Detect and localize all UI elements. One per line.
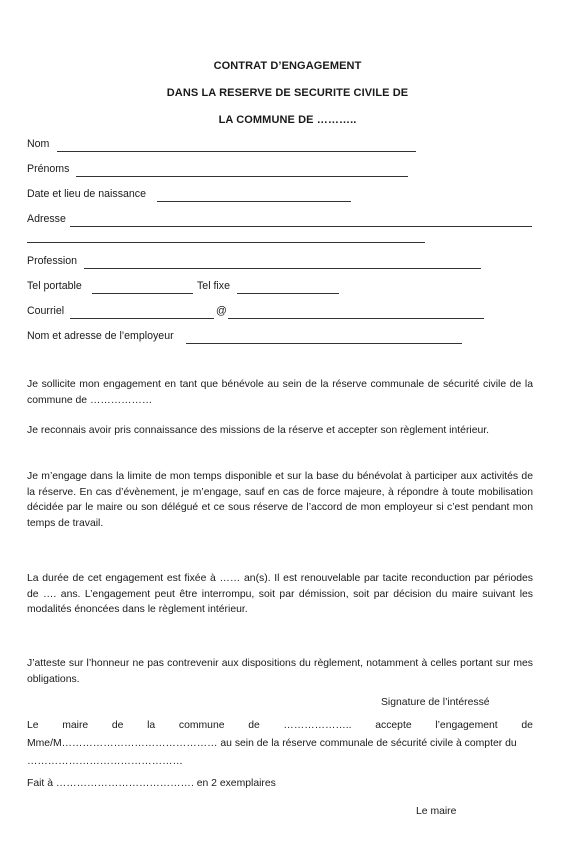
mme-m-line: Mme/M……………………………………… au sein de la réserve communale de sécurité civile à compter du — [27, 738, 517, 749]
employeur-field[interactable] — [186, 343, 462, 344]
paragraph-engagement: Je m’engage dans la limite de mon temps disponible et sur la base du bénévolat à participer aux activités de la réserve. En cas d’évènement, je m’engage, sauf en cas de force majeure, à répondre à toute mobilisation décidée par le maire ou son délégué et ce sous réserve de l’accord de mon employeur si c’est pendant mon temps de travail. — [27, 471, 533, 529]
courriel-at-sign: @ — [216, 305, 227, 317]
adresse-field[interactable] — [70, 226, 532, 227]
maire-word: l’engagement — [435, 720, 498, 731]
paragraph-sollicitation: Je sollicite mon engagement en tant que bénévole au sein de la réserve communale de sécurité civile de la commune de ……………… — [27, 379, 533, 406]
courriel-label: Courriel — [27, 305, 65, 317]
maire-acceptance-line — [27, 720, 533, 731]
tel-fixe-label: Tel fixe — [197, 280, 230, 292]
maire-word: commune — [178, 720, 225, 731]
nom-field[interactable] — [57, 151, 416, 152]
courriel-field[interactable] — [70, 318, 214, 319]
tel-portable-label: Tel portable — [27, 280, 82, 292]
profession-field[interactable] — [84, 268, 481, 269]
nom-label: Nom — [27, 138, 50, 150]
adresse-label: Adresse — [27, 213, 66, 225]
fait-a-line: Fait à …………………………………. en 2 exemplaires — [27, 778, 276, 789]
title-line-1: CONTRAT D’ENGAGEMENT — [213, 60, 362, 72]
maire-word: de — [248, 720, 260, 731]
naissance-label: Date et lieu de naissance — [27, 188, 146, 200]
naissance-field[interactable] — [157, 201, 351, 202]
maire-word: maire — [62, 720, 89, 731]
employeur-label: Nom et adresse de l’employeur — [27, 330, 174, 342]
maire-word: de — [111, 720, 124, 731]
prenoms-field[interactable] — [76, 176, 408, 177]
signature-interesse-label: Signature de l’intéressé — [381, 697, 490, 708]
paragraph-duree: La durée de cet engagement est fixée à …… an(s). Il est renouvelable par tacite reconduction par périodes de …. ans. L’engagement peut être interrompu, soit par démission, soit par décision du maire suivant les modalités énoncées dans le règlement intérieur. — [27, 573, 533, 615]
date-dots-line: ……………………………………… — [27, 756, 183, 767]
adresse-field-line-2[interactable] — [27, 242, 425, 243]
paragraph-attestation: J’atteste sur l’honneur ne pas contrevenir aux dispositions du règlement, notamment à celles portant sur mes obligations. — [27, 658, 533, 685]
title-line-2: DANS LA RESERVE DE SECURITE CIVILE DE — [166, 87, 409, 99]
prenoms-label: Prénoms — [27, 163, 70, 175]
maire-word: ……………….. — [283, 720, 352, 731]
maire-word: la — [147, 720, 156, 731]
maire-word: de — [521, 720, 533, 731]
tel-fixe-field[interactable] — [237, 293, 339, 294]
paragraph-reconnaissance: Je reconnais avoir pris connaissance des missions de la réserve et accepter son règlement intérieur. — [27, 425, 490, 436]
maire-word: accepte — [375, 720, 412, 731]
maire-word: Le — [27, 720, 39, 731]
profession-label: Profession — [27, 255, 78, 267]
le-maire-label: Le maire — [416, 806, 457, 817]
title-line-3: LA COMMUNE DE ……….. — [218, 114, 357, 126]
tel-portable-field[interactable] — [92, 293, 193, 294]
courriel-domain-field[interactable] — [228, 318, 484, 319]
